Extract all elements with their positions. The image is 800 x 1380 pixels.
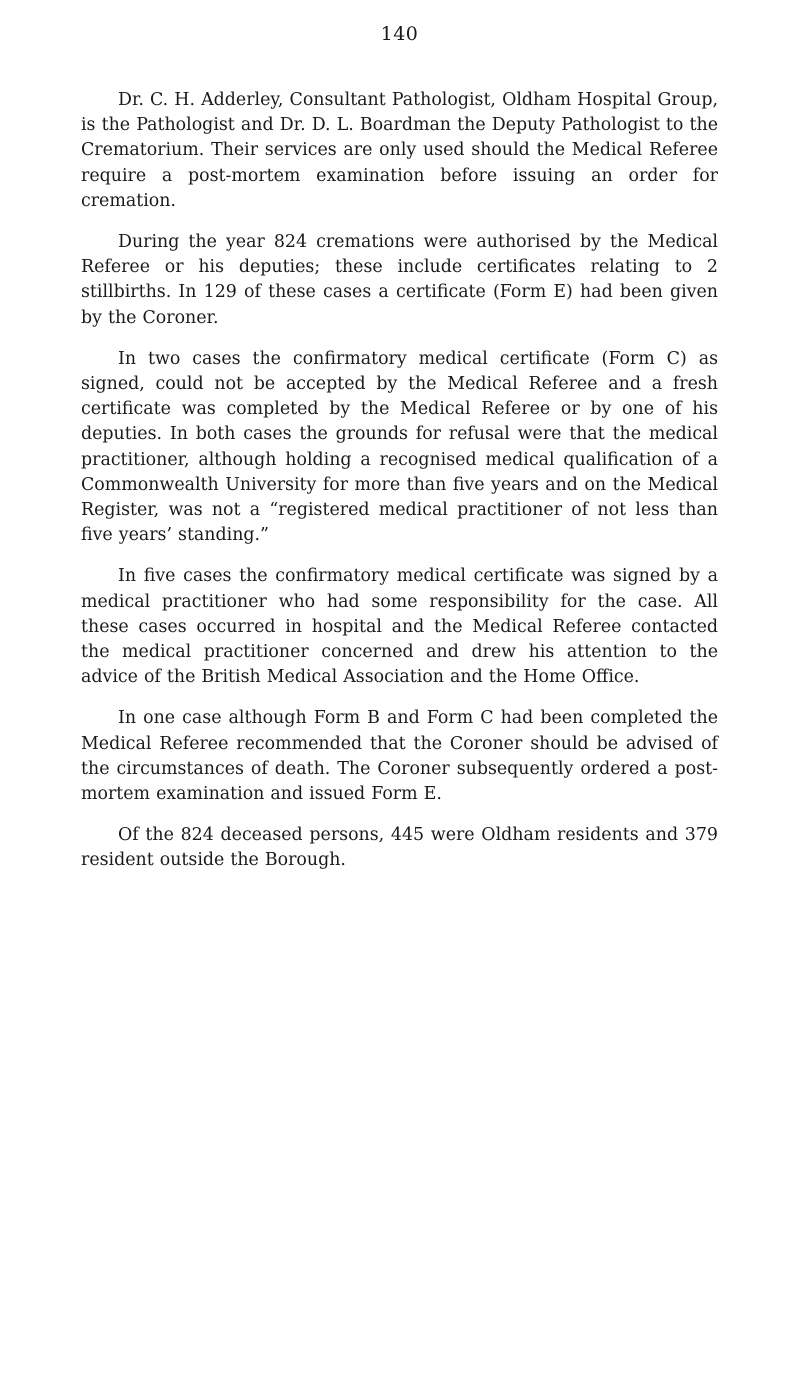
paragraph-cremations-authorised: During the year 824 cremations were authorised by the Medical Referee or his deputies; these include certificates relating to 2 stillbirths. In 129 of these cases a certificate (Form E) had been given by the Coroner. [81, 232, 718, 328]
paragraph-coroner-referral: In one case although Form B and Form C had been completed the Medical Referee recommended that the Coroner should be advised of the circumstances of death. The Coroner subsequently ordered a post-mortem examination and issued Form E. [81, 708, 718, 805]
paragraph-form-c-refusals: In two cases the confirmatory medical certificate (Form C) as signed, could not be accepted by the Medical Referee and a fresh certificate was completed by the Medical Referee or by one of his deputies. In both cases the grounds for refusal were that the medical practitioner, although holding a recognised medical qualification of a Commonwealth University for more than five years and on the Medical Register, was not a “registered medical practitioner of not less than five years’ standing.” [81, 348, 718, 546]
paragraph-pathologists: Dr. C. H. Adderley, Consultant Pathologist, Oldham Hospital Group, is the Pathologist and Dr. D. L. Boardman the Deputy Pathologist to the Crematorium. Their services are only used should the Medical Referee require a post-mortem examination before issuing an order for cremation. [81, 90, 718, 211]
page-number: 140 [380, 23, 419, 45]
paragraph-responsible-practitioner: In five cases the confirmatory medical certificate was signed by a medical practitioner who had some responsibility for the case. All these cases occurred in hospital and the Medical Referee contacted the medical practitioner concerned and drew his attention to the advice of the British Medical Association and the Home Office. [81, 566, 718, 688]
paragraph-residents: Of the 824 deceased persons, 445 were Oldham residents and 379 resident outside the Borough. [81, 825, 718, 871]
